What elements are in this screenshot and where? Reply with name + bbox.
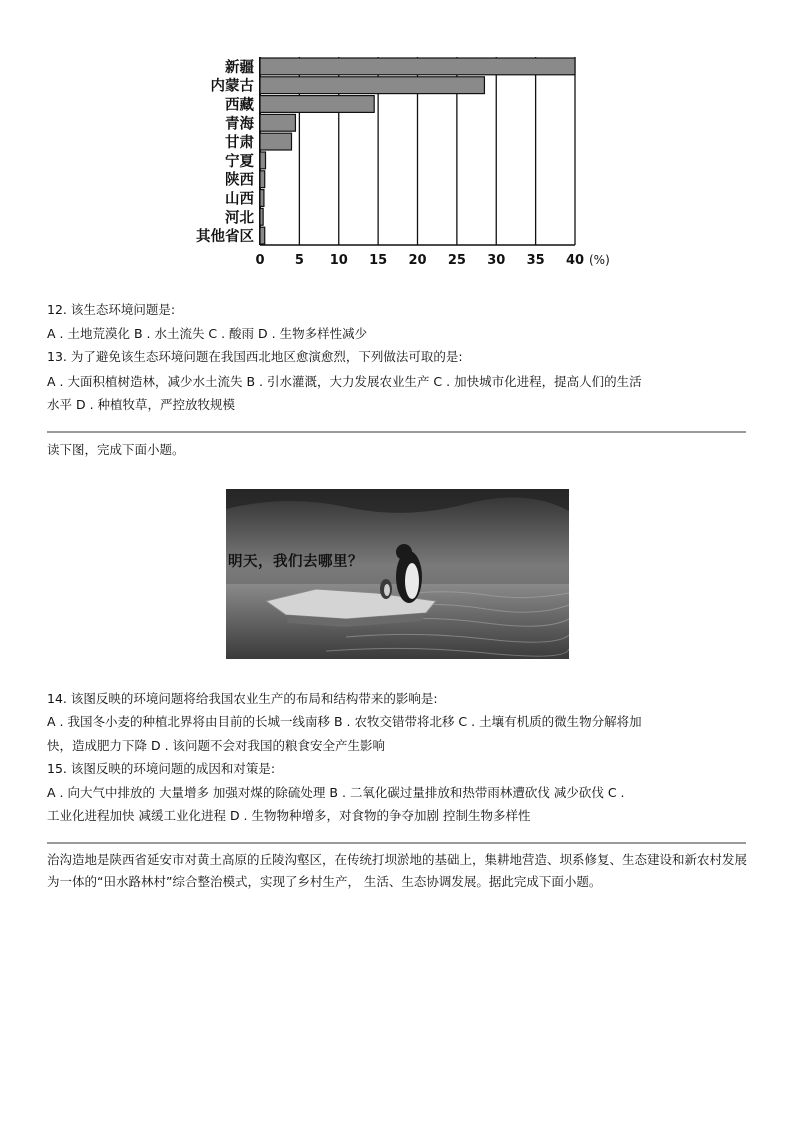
x-tick-labels (255, 253, 609, 268)
question-14: 14. 该图反映的环境问题将给我国农业生产的布局和结构带来的影响是: (47, 691, 438, 706)
bar-5 (260, 152, 266, 169)
question-15-options-line2: 工业化进程加快 减缓工业化进程 D . 生物物种增多，对食物的争夺加剧 控制生物多样性 (47, 808, 531, 823)
category-labels (196, 58, 254, 245)
passage-text: 治沟造地是陕西省延安市对黄土高原的丘陵沟壑区，在传统打坝淤地的基础上，集耕地营造、坝系修复、生态建设和新农村发展为一体的“田水路林村”综合整治模式，实现了乡村生产， 生活、生态协调发展。据此完成下面小题。 (47, 852, 748, 889)
section-divider-2 (47, 842, 746, 844)
x-tick-label: 40 (565, 253, 585, 268)
x-tick-label: 25 (447, 253, 466, 268)
category-label: 新疆 (225, 59, 254, 76)
question-12-options: A . 土地荒漠化 B . 水土流失 C . 酸雨 D . 生物多样性减少 (47, 326, 368, 341)
section-divider (47, 431, 746, 433)
category-label: 河北 (225, 210, 254, 227)
x-unit-label: (%) (589, 253, 610, 267)
question-13: 13. 为了避免该生态环境问题在我国西北地区愈演愈烈，下列做法可取的是: (47, 349, 463, 364)
category-label: 其他省区 (196, 229, 254, 246)
category-label: 青海 (225, 116, 254, 133)
question-12: 12. 该生态环境问题是: (47, 302, 176, 317)
x-tick-label: 5 (294, 253, 304, 268)
bar-3 (260, 114, 295, 131)
x-tick-label: 20 (408, 253, 427, 268)
question-14-options-line1: A . 我国冬小麦的种植北界将由目前的长城一线南移 B . 农牧交错带将北移 C . 土壤有机质的微生物分解将加 (47, 714, 642, 729)
category-label: 甘肃 (225, 135, 254, 152)
penguin-photo-image (226, 489, 569, 659)
bar-1 (260, 77, 484, 94)
province-share-bar-chart (170, 50, 630, 275)
bar-4 (260, 133, 292, 150)
penguin-photo (226, 489, 569, 659)
bar-2 (260, 96, 374, 113)
section-intro: 读下图，完成下面小题。 (47, 442, 185, 457)
bar-8 (260, 208, 263, 225)
x-tick-label: 30 (487, 253, 506, 268)
bar-7 (260, 190, 264, 207)
question-14-options-line2: 快，造成肥力下降 D . 该问题不会对我国的粮食安全产生影响 (47, 738, 386, 753)
x-tick-label: 35 (526, 253, 545, 268)
category-label: 陕西 (225, 172, 254, 189)
question-15: 15. 该图反映的环境问题的成因和对策是: (47, 761, 276, 776)
question-15-options-line1: A . 向大气中排放的 大量增多 加强对煤的除硫处理 B . 二氧化碳过量排放和热带雨林遭砍伐 减少砍伐 C . (47, 785, 625, 800)
x-tick-label: 0 (255, 253, 265, 268)
question-13-options-line2: 水平 D . 种植牧草，严控放牧规模 (47, 397, 236, 412)
category-label: 西藏 (225, 97, 254, 114)
category-label: 内蒙古 (210, 78, 254, 95)
bar-6 (260, 171, 265, 188)
x-tick-label: 10 (329, 253, 348, 268)
category-label: 宁夏 (225, 153, 254, 170)
bar-0 (260, 58, 575, 75)
question-13-options-line1: A . 大面积植树造林，减少水土流失 B . 引水灌溉，大力发展农业生产 C . 加快城市化进程，提高人们的生活 (47, 374, 642, 389)
x-tick-label: 15 (369, 253, 388, 268)
category-label: 山西 (225, 191, 254, 208)
photo-caption: 明天，我们去哪里？ (228, 554, 363, 570)
bar-9 (260, 227, 265, 244)
